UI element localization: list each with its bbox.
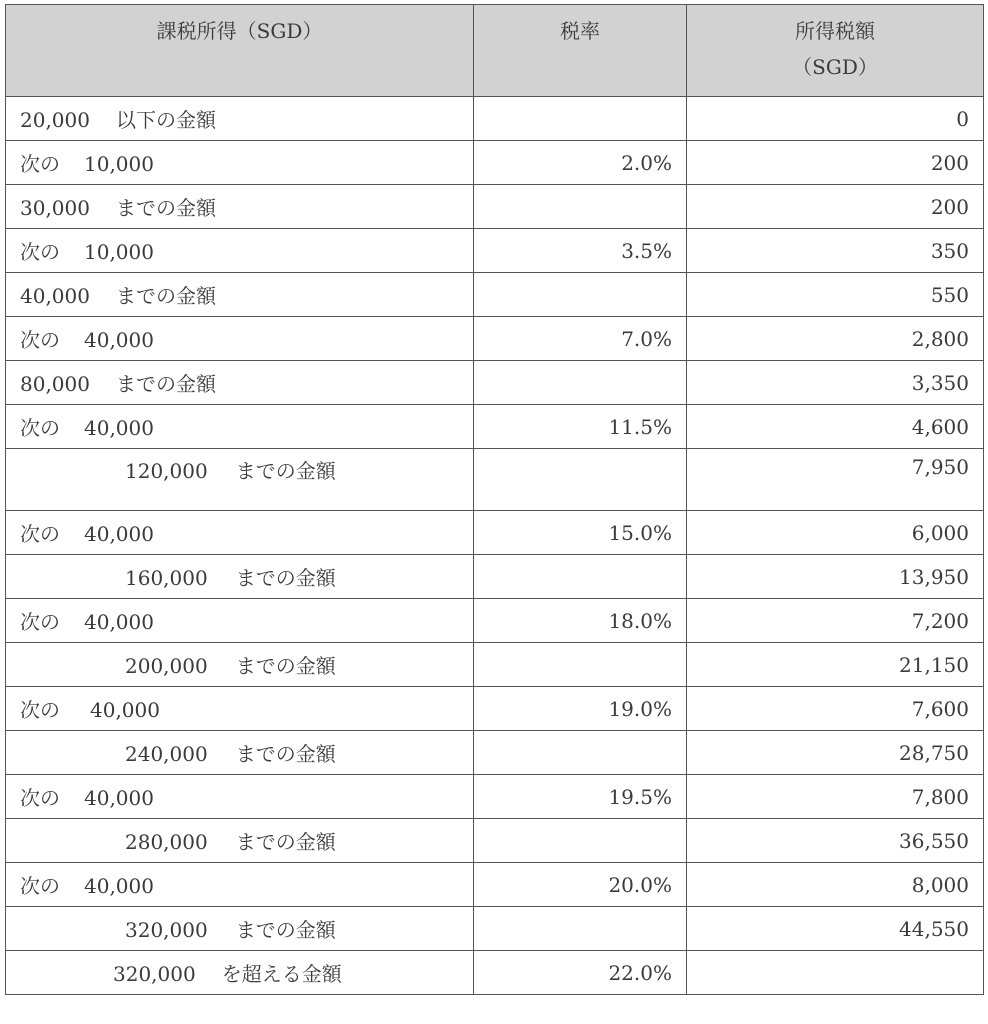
table-row — [6, 97, 984, 141]
table-header-row — [6, 5, 984, 97]
income-amount: 200,000 — [125, 654, 208, 678]
rate-cell: 3.5% — [474, 229, 687, 273]
income-label: までの金額 — [235, 830, 336, 854]
income-cell — [6, 775, 474, 819]
table-row — [6, 643, 984, 687]
table-row — [6, 555, 984, 599]
tax-cell: 21,150 — [687, 643, 984, 687]
income-cell — [6, 449, 474, 511]
rate-cell — [474, 555, 687, 599]
rate-cell: 2.0% — [474, 141, 687, 185]
tax-rate-table — [5, 4, 984, 995]
next-prefix: 次の — [20, 240, 60, 264]
income-label: までの金額 — [115, 284, 216, 308]
rate-cell — [474, 185, 687, 229]
income-amount: 160,000 — [125, 566, 208, 590]
next-prefix: 次の — [20, 698, 60, 722]
income-cell — [6, 405, 474, 449]
tax-cell: 200 — [687, 141, 984, 185]
rate-cell: 19.0% — [474, 687, 687, 731]
income-amount: 280,000 — [125, 830, 208, 854]
income-cell — [6, 141, 474, 185]
income-cell — [6, 863, 474, 907]
income-amount: 80,000 — [20, 372, 90, 396]
income-amount: 40,000 — [84, 328, 154, 352]
tax-cell: 550 — [687, 273, 984, 317]
income-cell — [6, 951, 474, 995]
next-prefix: 次の — [20, 522, 60, 546]
income-cell — [6, 273, 474, 317]
income-cell — [6, 511, 474, 555]
tax-cell: 4,600 — [687, 405, 984, 449]
table-row — [6, 863, 984, 907]
income-cell — [6, 907, 474, 951]
income-cell — [6, 185, 474, 229]
tax-cell: 7,800 — [687, 775, 984, 819]
rate-cell — [474, 643, 687, 687]
header-tax-amount-line1: 所得税額 — [795, 19, 875, 43]
tax-cell: 200 — [687, 185, 984, 229]
income-amount: 40,000 — [84, 786, 154, 810]
income-cell — [6, 643, 474, 687]
rate-cell — [474, 449, 687, 511]
header-tax-rate: 税率 — [474, 5, 687, 97]
income-cell — [6, 599, 474, 643]
table-row — [6, 185, 984, 229]
tax-cell: 7,950 — [687, 449, 984, 511]
income-cell — [6, 97, 474, 141]
rate-cell — [474, 907, 687, 951]
income-label: までの金額 — [235, 918, 336, 942]
income-label: までの金額 — [235, 459, 336, 483]
next-prefix: 次の — [20, 328, 60, 352]
next-prefix: 次の — [20, 416, 60, 440]
table-row — [6, 405, 984, 449]
next-prefix: 次の — [20, 786, 60, 810]
income-amount: 40,000 — [84, 416, 154, 440]
income-amount: 40,000 — [84, 522, 154, 546]
income-label: を超える金額 — [221, 962, 342, 986]
income-cell — [6, 317, 474, 361]
income-label: までの金額 — [115, 372, 216, 396]
income-amount: 240,000 — [125, 742, 208, 766]
income-cell — [6, 361, 474, 405]
table-row — [6, 273, 984, 317]
table-row — [6, 599, 984, 643]
table-row — [6, 449, 984, 511]
next-prefix: 次の — [20, 152, 60, 176]
tax-cell: 6,000 — [687, 511, 984, 555]
income-cell — [6, 731, 474, 775]
header-tax-amount-line2: （SGD） — [792, 55, 878, 79]
income-amount: 40,000 — [20, 284, 90, 308]
rate-cell: 11.5% — [474, 405, 687, 449]
income-label: までの金額 — [235, 566, 336, 590]
header-tax-amount — [687, 5, 984, 97]
next-prefix: 次の — [20, 874, 60, 898]
tax-cell: 13,950 — [687, 555, 984, 599]
tax-cell: 3,350 — [687, 361, 984, 405]
table-row — [6, 775, 984, 819]
rate-cell: 7.0% — [474, 317, 687, 361]
table-row — [6, 361, 984, 405]
income-cell — [6, 555, 474, 599]
table-row — [6, 229, 984, 273]
income-amount: 120,000 — [125, 459, 208, 483]
rate-cell — [474, 819, 687, 863]
income-label: までの金額 — [115, 196, 216, 220]
tax-cell: 0 — [687, 97, 984, 141]
income-amount: 320,000 — [125, 918, 208, 942]
table-row — [6, 731, 984, 775]
table-row — [6, 907, 984, 951]
rate-cell — [474, 731, 687, 775]
tax-cell: 36,550 — [687, 819, 984, 863]
table-row — [6, 687, 984, 731]
tax-cell: 28,750 — [687, 731, 984, 775]
header-taxable-income: 課税所得（SGD） — [6, 5, 474, 97]
income-amount: 40,000 — [84, 610, 154, 634]
income-label: までの金額 — [235, 742, 336, 766]
tax-cell: 8,000 — [687, 863, 984, 907]
tax-cell: 350 — [687, 229, 984, 273]
rate-cell: 15.0% — [474, 511, 687, 555]
rate-cell: 20.0% — [474, 863, 687, 907]
tax-cell: 44,550 — [687, 907, 984, 951]
tax-cell — [687, 951, 984, 995]
tax-cell: 7,600 — [687, 687, 984, 731]
income-amount: 30,000 — [20, 196, 90, 220]
table-row — [6, 317, 984, 361]
table-row — [6, 511, 984, 555]
income-amount: 20,000 — [20, 108, 90, 132]
table-row — [6, 951, 984, 995]
rate-cell: 19.5% — [474, 775, 687, 819]
income-cell — [6, 687, 474, 731]
income-label: までの金額 — [235, 654, 336, 678]
income-amount: 40,000 — [84, 874, 154, 898]
next-prefix: 次の — [20, 610, 60, 634]
rate-cell: 18.0% — [474, 599, 687, 643]
table-row — [6, 141, 984, 185]
tax-cell: 2,800 — [687, 317, 984, 361]
income-label: 以下の金額 — [115, 108, 216, 132]
table-row — [6, 819, 984, 863]
income-amount: 10,000 — [84, 240, 154, 264]
rate-cell — [474, 97, 687, 141]
rate-cell — [474, 361, 687, 405]
rate-cell: 22.0% — [474, 951, 687, 995]
income-amount: 10,000 — [84, 152, 154, 176]
tax-cell: 7,200 — [687, 599, 984, 643]
income-amount: 320,000 — [113, 962, 196, 986]
income-amount: 40,000 — [90, 698, 160, 722]
income-cell — [6, 229, 474, 273]
rate-cell — [474, 273, 687, 317]
income-cell — [6, 819, 474, 863]
